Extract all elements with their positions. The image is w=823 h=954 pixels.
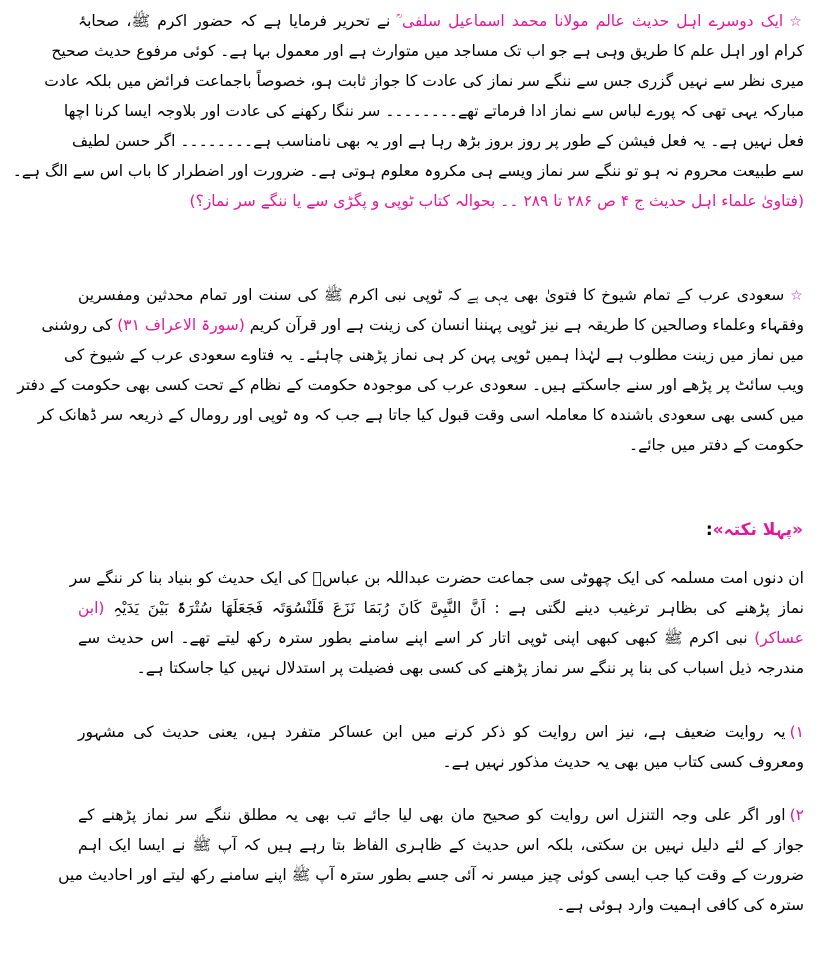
text-line: ان دنوں امت مسلمہ کی ایک چھوٹی سی جماعت حضرت عبداللہ بن عباسؓ کی ایک حدیث کو بنیاد بنا کر ننگے سر xyxy=(69,569,804,587)
text-line: مبارکہ یہی تھی کہ پورے لباس سے نماز ادا فرماتے تھے۔۔۔۔۔۔۔۔ سر ننگا رکھنے کی عادت اور بلاوجہ ایسا کرنا اچھا xyxy=(63,102,804,120)
text-line: مندرجہ ذیل اسباب کی بنا پر ننگے سر نماز پڑھنے کی کسی بھی فضیلت پر استدلال نہیں کیا جاسکتا ہے۔ xyxy=(136,659,804,677)
star-icon: ☆ xyxy=(790,288,804,304)
point-two xyxy=(58,800,804,920)
point-one xyxy=(78,717,804,777)
text-span: یہ روایت ضعیف ہے، نیز اس روایت کو ذکر کرنے میں ابن عساکر متفرد ہیں، یعنی حدیث کی مشہور xyxy=(78,723,786,741)
author-reference: ایک دوسرے اہل حدیث عالم مولانا محمد اسماعیل سلفی ؒ xyxy=(397,12,784,30)
text-line: میں نماز میں زینت مطلوب ہے لہٰذا ہمیں ٹوپی پہن کر ہی نماز پڑھنی چاہئے۔ یہ فتاوے سعودی عرب کے شیوخ کی xyxy=(63,346,804,364)
text-line: حکومت کے دفتر میں جائے۔ xyxy=(629,436,804,454)
quran-reference: (سورۃ الاعراف ۳۱) xyxy=(117,316,245,334)
text-line: میں کسی بھی سعودی باشندہ کا معاملہ اسی وقت قبول کیا جاتا ہے جب کہ وہ ٹوپی اور رومال کے ذریعہ سر ڈھانک کر xyxy=(37,406,804,424)
paragraph-salafi-quote xyxy=(12,6,805,216)
text-line: سترہ کی کافی اہمیت وارد ہوئی ہے۔ xyxy=(556,896,804,914)
text-line: جواز کے لئے دلیل نہیں بن سکتی، بلکہ اس حدیث کے ظاہری الفاظ بتا رہے ہیں کہ آپ ﷺ نے ایسا ایک اہم xyxy=(78,836,804,854)
text-span: نے تحریر فرمایا ہے کہ حضور اکرم ﷺ، صحابۂ xyxy=(78,12,391,30)
star-icon: ☆ xyxy=(789,14,805,30)
citation-line: (فتاویٰ علماء اہل حدیث ج ۴ ص ۲۸۶ تا ۲۸۹ ۔۔ بحوالہ کتاب ٹوپی و پگڑی سے یا ننگے سر نماز؟) xyxy=(189,192,804,210)
text-line: ومعروف کسی کتاب میں بھی یہ حدیث مذکور نہیں ہے۔ xyxy=(442,753,804,771)
text-line: سے طبیعت محروم نہ ہو تو ننگے سر نماز ویسے ہی مکروہ معلوم ہوتی ہے۔ ضرورت اور اضطرار کا باب اس سے الگ ہے۔ xyxy=(12,162,804,180)
text-line xyxy=(78,6,804,36)
text-line xyxy=(78,623,804,653)
text-span: وفقہاء وعلماء وصالحین کا طریقہ ہے نیز ٹوپی پہننا انسان کی زینت ہے اور قرآن کریم xyxy=(249,316,804,334)
text-span: سعودی عرب کے تمام شیوخ کا فتویٰ بھی یہی ہے کہ ٹوپی نبی اکرم ﷺ کی سنت اور تمام محدثین ومفسرین xyxy=(78,286,785,304)
text-line: فعل نہیں ہے۔ یہ فعل فیشن کے طور پر روز بروز بڑھ رہا ہے اور یہ بھی نامناسب ہے۔۔۔۔۔۔۔۔ اگر حسن لطیف xyxy=(72,132,804,150)
arabic-hadith-text: اَنَّ النَّبِیَّ کَانَ رُبَمَا نَزَعَ قَلَنْسُوَتَہ فَجَعَلَھَا سُتْرَۃً بَیْنَ یَدَیْہِ xyxy=(113,599,486,617)
text-line: ویب سائٹ پر پڑھے اور سنے جاسکتے ہیں۔ سعودی عرب کی موجودہ حکومت کے نظام کے تحت کسی بھی حکومت کے دفتر xyxy=(17,376,804,394)
text-line: ضرورت کے وقت کیا جب ایسی کوئی چیز میسر نہ آئی جسے بطور سترہ آپ ﷺ اپنے سامنے رکھ لیتے اور احادیث میں xyxy=(58,866,804,884)
text-line xyxy=(78,280,804,310)
heading-colon: : xyxy=(705,520,713,540)
text-line: کرام اور اہل علم کا طریق وہی ہے جو اب تک مساجد میں متوارث ہے اور معمول بہا ہے۔ کوئی مرفوع حدیث صحیح xyxy=(51,42,804,60)
point-number: ۲) xyxy=(789,806,804,824)
paragraph-ibn-abbas-hadith xyxy=(69,563,804,683)
text-line xyxy=(78,593,804,623)
paragraph-saudi-fatwa xyxy=(17,280,804,460)
text-span: اور اگر علی وجہ التنزل اس روایت کو صحیح مان بھی لیا جائے تب بھی یہ مطلق ننگے سر نماز پڑھنے کے xyxy=(78,806,786,824)
text-line xyxy=(78,800,804,830)
section-heading xyxy=(702,516,803,544)
source-reference: عساکر) xyxy=(754,629,804,647)
text-span: کی روشنی xyxy=(41,316,113,334)
source-reference: (ابن xyxy=(78,599,105,617)
text-line xyxy=(78,717,804,747)
text-span: نبی اکرم ﷺ کبھی کبھی اپنی ٹوپی اتار کر اسے اپنے سامنے بطور سترہ رکھ لیتے تھے۔ اس حدیث سے xyxy=(78,629,748,647)
heading-text: «پہلا نکتہ» xyxy=(712,520,803,540)
text-line xyxy=(41,310,804,340)
point-number: ۱) xyxy=(789,723,804,741)
text-line: میری نظر سے نہیں گزری جس سے ننگے سر نماز کی عادت کا جواز ثابت ہو، خصوصاً باجماعت فرائض میں بلکہ عادت xyxy=(44,72,804,90)
text-span: نماز پڑھنے کی بظاہر ترغیب دینے لگتی ہے : xyxy=(494,599,804,617)
